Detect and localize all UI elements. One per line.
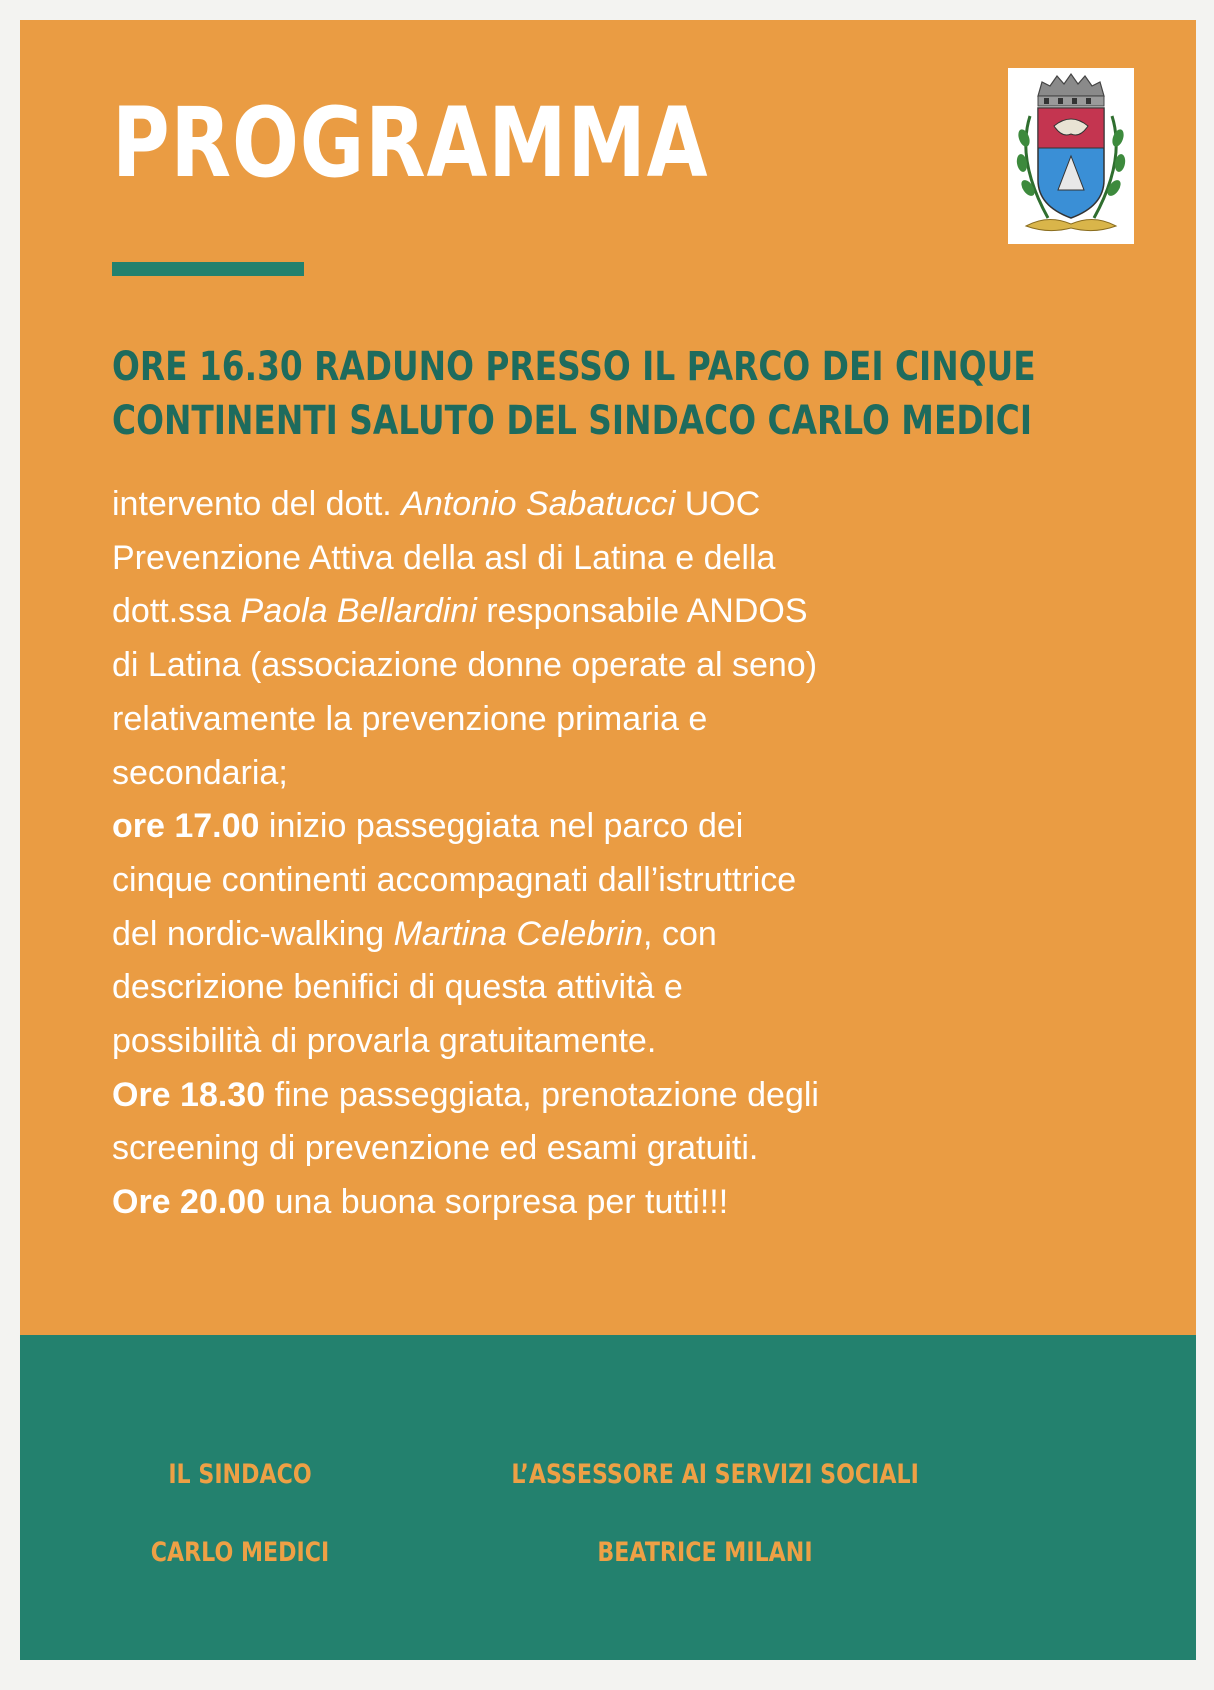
schedule-time: Ore 18.30 — [112, 1075, 266, 1114]
councillor-name: BEATRICE MILANI — [597, 1537, 813, 1568]
mayor-role: IL SINDACO — [168, 1459, 312, 1490]
body-line: cinque continenti accompagnati dall’istruttrice — [112, 860, 797, 899]
body-line: Prevenzione Attiva della asl di Latina e della — [112, 538, 776, 577]
speaker-name: Paola Bellardini — [240, 592, 477, 631]
body-line: descrizione benifici di questa attività e — [112, 968, 683, 1007]
body-text: del nordic-walking — [112, 914, 394, 953]
body-text: intervento del dott. — [112, 485, 402, 523]
body-text: responsabile ANDOS — [476, 592, 808, 631]
schedule-time: Ore 20.00 — [112, 1183, 266, 1222]
body-line: screening di prevenzione ed esami gratuiti. — [112, 1129, 759, 1168]
body-line — [112, 478, 992, 532]
title-underline — [112, 262, 304, 276]
schedule-time: ore 17.00 — [112, 807, 260, 846]
body-line: secondaria; — [112, 753, 288, 792]
speaker-name: Antonio Sabatucci — [401, 485, 676, 523]
body-text: una buona sorpresa per tutti!!! — [265, 1183, 729, 1222]
body-line: di Latina (associazione donne operate al seno) — [112, 646, 818, 685]
page-title: PROGRAMMA — [112, 87, 709, 199]
body-line — [112, 1176, 992, 1230]
body-text: dott.ssa — [112, 592, 241, 631]
crest-icon — [1008, 68, 1134, 244]
councillor-role: L’ASSESSORE AI SERVIZI SOCIALI — [511, 1459, 919, 1490]
mayor-name: CARLO MEDICI — [150, 1537, 330, 1568]
body-text: inizio passeggiata nel parco dei — [259, 807, 744, 846]
body-line — [112, 908, 992, 962]
program-body — [112, 478, 992, 1230]
body-line — [112, 585, 992, 639]
body-line — [112, 1069, 992, 1123]
body-text: UOC — [675, 485, 761, 523]
instructor-name: Martina Celebrin — [393, 914, 644, 953]
program-heading — [112, 340, 1036, 448]
body-line: relativamente la prevenzione primaria e — [112, 699, 708, 738]
body-line — [112, 800, 992, 854]
body-line: possibilità di provarla gratuitamente. — [112, 1022, 657, 1061]
body-text: fine passeggiata, prenotazione degli — [265, 1075, 819, 1114]
heading-line: ORE 16.30 RADUNO PRESSO IL PARCO DEI CINQUE — [112, 344, 1036, 390]
heading-line: CONTINENTI SALUTO DEL SINDACO CARLO MEDICI — [112, 398, 1033, 444]
body-text: , con — [643, 914, 717, 953]
signature-footer — [20, 1335, 1196, 1660]
